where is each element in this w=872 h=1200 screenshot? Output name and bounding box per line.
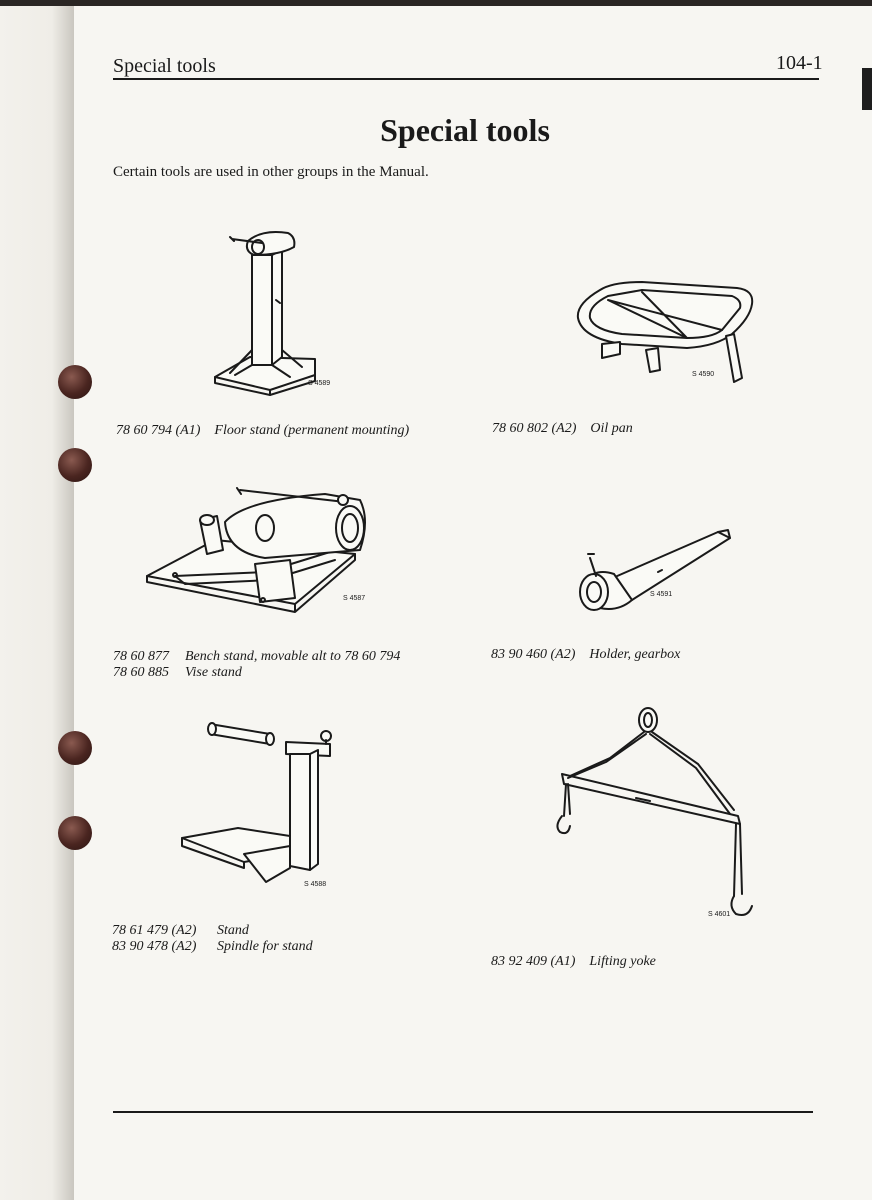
- part-description: Oil pan: [590, 421, 633, 436]
- part-number: 78 60 877: [113, 649, 169, 664]
- part-number: 83 90 460 (A2): [491, 647, 576, 662]
- oil-pan-illustration: [572, 278, 762, 388]
- part-description: Spindle for stand: [217, 939, 313, 954]
- bench-stand-illustration: [145, 480, 385, 615]
- figure-code: S 4590: [692, 371, 715, 378]
- page-title: Special tools: [380, 112, 550, 148]
- punch-hole: [58, 448, 92, 482]
- lifting-yoke-illustration: [548, 706, 768, 926]
- punch-hole: [58, 365, 92, 399]
- part-number: 78 61 479 (A2): [112, 923, 197, 938]
- caption-holder-gearbox: [491, 647, 680, 663]
- caption-lifting-yoke: [491, 954, 656, 970]
- figure-code: S 4601: [708, 911, 731, 918]
- caption-floor-stand: [116, 423, 409, 439]
- header-rule: [113, 78, 819, 80]
- figure-code: S 4589: [308, 380, 331, 387]
- running-header-title: Special tools: [113, 55, 216, 77]
- punch-hole: [58, 731, 92, 765]
- intro-text: Certain tools are used in other groups in the Manual.: [113, 164, 429, 180]
- page-number: 104-1: [776, 52, 823, 74]
- part-description: Vise stand: [185, 665, 242, 680]
- section-tab-marker: [862, 68, 872, 110]
- figure-code: S 4588: [304, 881, 327, 888]
- footer-rule: [113, 1111, 813, 1113]
- holder-gearbox-illustration: [578, 530, 738, 620]
- punch-hole: [58, 816, 92, 850]
- figure-code: S 4587: [343, 595, 366, 602]
- part-number: 83 92 409 (A1): [491, 954, 576, 969]
- stand-illustration: [178, 718, 348, 888]
- part-description: Stand: [217, 923, 249, 938]
- figure-code: S 4591: [650, 591, 673, 598]
- part-description: Floor stand (permanent mounting): [214, 423, 410, 438]
- part-number: 83 90 478 (A2): [112, 939, 197, 954]
- part-description: Holder, gearbox: [589, 647, 681, 662]
- caption-bench-stand: [113, 649, 400, 681]
- caption-stand: [112, 923, 313, 955]
- part-number: 78 60 802 (A2): [492, 421, 577, 436]
- binder-margin: [0, 6, 74, 1200]
- part-description: Bench stand, movable alt to 78 60 794: [185, 649, 401, 664]
- part-number: 78 60 794 (A1): [116, 423, 201, 438]
- caption-oil-pan: [492, 421, 633, 437]
- part-number: 78 60 885: [113, 665, 169, 680]
- floor-stand-illustration: [210, 225, 330, 395]
- part-description: Lifting yoke: [589, 954, 656, 969]
